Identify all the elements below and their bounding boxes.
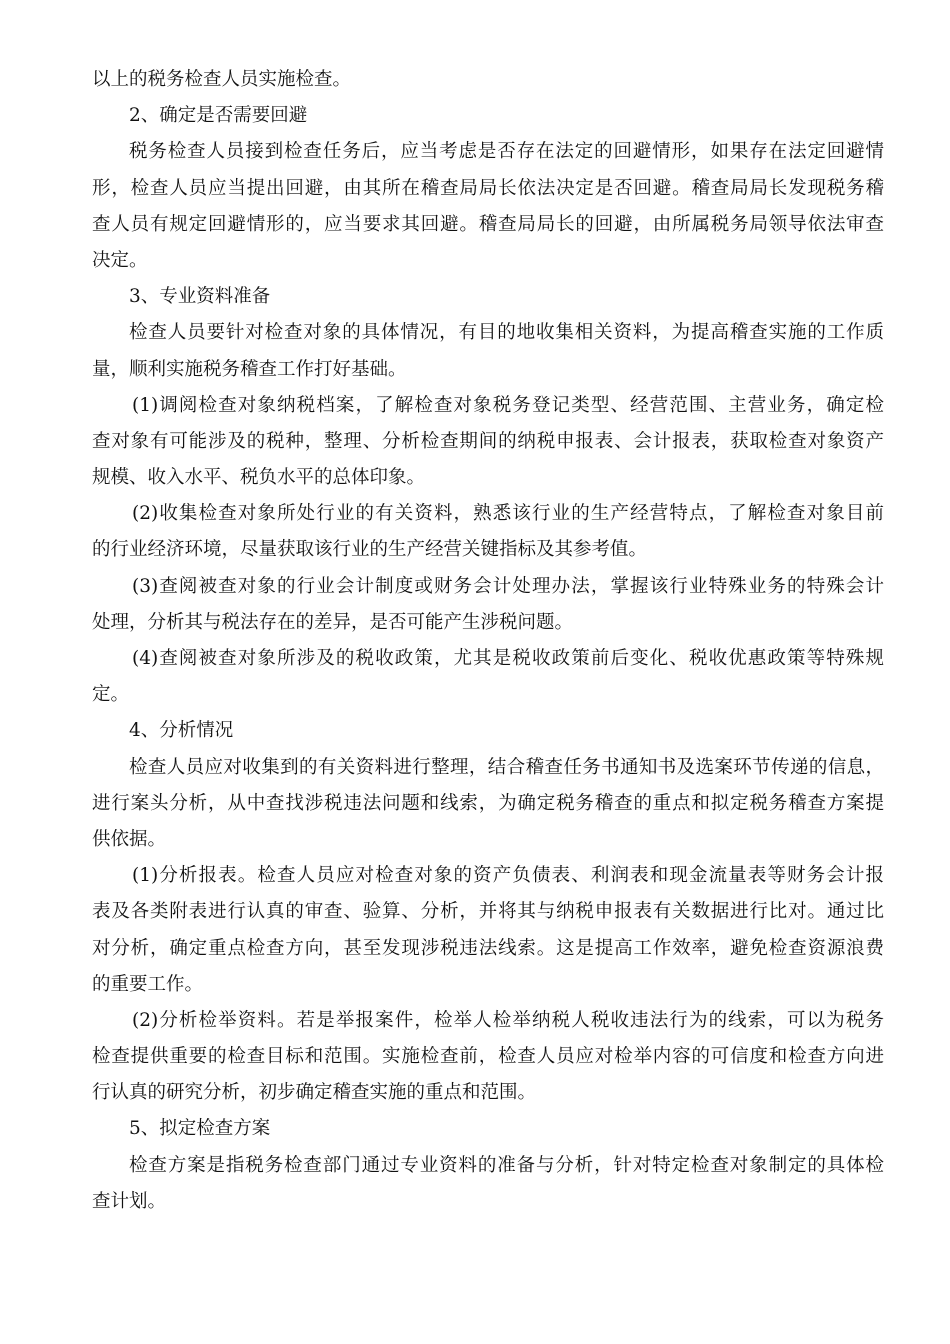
text-line (92, 315, 884, 351)
text-line: 行认真的研究分析，初步确定稽查实施的重点和范围。 (92, 1082, 537, 1104)
text-line-content: 检查提供重要的检查目标和范围。实施检查前，检查人员应对检举内容的可信度和检查方向进 (92, 1046, 884, 1068)
list-item-line (92, 1003, 884, 1039)
text-line-content: 表及各类附表进行认真的审查、验算、分析，并将其与纳税申报表有关数据进行比对。通过比 (92, 901, 884, 923)
text-line: 规模、收入水平、税负水平的总体印象。 (92, 467, 426, 489)
section-heading: 2、确定是否需要回避 (129, 105, 308, 127)
text-line-content: 检查方案是指税务检查部门通过专业资料的准备与分析，针对特定检查对象制定的具体检 (129, 1154, 884, 1176)
text-line-content: 进行案头分析，从中查找涉税违法问题和线索，为确定税务稽查的重点和拟定税务稽查方案提 (92, 792, 884, 814)
text-line-content: (1)分析报表。检查人员应对检查对象的资产负债表、利润表和现金流量表等财务会计报 (132, 865, 884, 887)
text-line-content: 查对象有可能涉及的税种，整理、分析检查期间的纳税申报表、会计报表，获取检查对象资产 (92, 430, 884, 452)
text-line-content: 检查人员应对收集到的有关资料进行整理，结合稽查任务书通知书及选案环节传递的信息， (129, 756, 884, 778)
text-line-content: 形，检查人员应当提出回避，由其所在稽查局局长依法决定是否回避。稽查局局长发现税务稽 (92, 177, 884, 199)
text-line (92, 750, 884, 786)
section-heading: 3、专业资料准备 (129, 286, 271, 308)
text-line (92, 931, 884, 967)
text-line-content: (2)收集检查对象所处行业的有关资料，熟悉该行业的生产经营特点，了解检查对象目前 (132, 503, 884, 525)
text-line (92, 207, 884, 243)
document-page (92, 62, 884, 1220)
text-line (92, 894, 884, 930)
text-line-content: (4)查阅被查对象所涉及的税收政策，尤其是税收政策前后变化、税收优惠政策等特殊规 (132, 648, 884, 669)
text-line-content: (2)分析检举资料。若是举报案件，检举人检举纳税人税收违法行为的线索，可以为税务 (132, 1009, 884, 1031)
text-line-content: 检查人员要针对检查对象的具体情况，有目的地收集相关资料，为提高稽查实施的工作质 (129, 322, 884, 344)
text-line: 查计划。 (92, 1190, 167, 1212)
text-line-content: (3)查阅被查对象的行业会计制度或财务会计处理办法，掌握该行业特殊业务的特殊会计 (132, 575, 884, 597)
text-line: 的行业经济环境，尽量获取该行业的生产经营关键指标及其参考值。 (92, 539, 648, 561)
list-item-line (92, 641, 884, 677)
list-item-line (92, 388, 884, 424)
text-line (92, 171, 884, 207)
text-line (92, 786, 884, 822)
text-line: 供依据。 (92, 828, 167, 850)
text-line: 量，顺利实施税务稽查工作打好基础。 (92, 358, 407, 380)
list-item-line (92, 496, 884, 532)
text-line (92, 1148, 884, 1184)
text-line: 的重要工作。 (92, 973, 204, 995)
text-line-content: 查人员有规定回避情形的，应当要求其回避。稽查局局长的回避，由所属税务局领导依法审查 (92, 213, 884, 235)
text-line-content: 税务检查人员接到检查任务后，应当考虑是否存在法定的回避情形，如果存在法定回避情 (129, 141, 884, 163)
list-item-line (92, 569, 884, 605)
text-line-content: 对分析，确定重点检查方向，甚至发现涉税违法线索。这是提高工作效率，避免检查资源浪费 (92, 937, 884, 959)
text-line: 以上的税务检查人员实施检查。 (92, 69, 352, 90)
text-line: 处理，分析其与税法存在的差异，是否可能产生涉税问题。 (92, 611, 574, 633)
section-heading: 4、分析情况 (129, 720, 234, 742)
text-line: 定。 (92, 684, 130, 706)
list-item-line (92, 858, 884, 894)
text-line (92, 424, 884, 460)
text-line (92, 1039, 884, 1075)
text-line (92, 134, 884, 170)
section-heading: 5、拟定检查方案 (129, 1118, 271, 1140)
text-line-content: (1)调阅检查对象纳税档案，了解检查对象税务登记类型、经营范围、主营业务，确定检 (132, 394, 884, 416)
text-line: 决定。 (92, 249, 148, 271)
